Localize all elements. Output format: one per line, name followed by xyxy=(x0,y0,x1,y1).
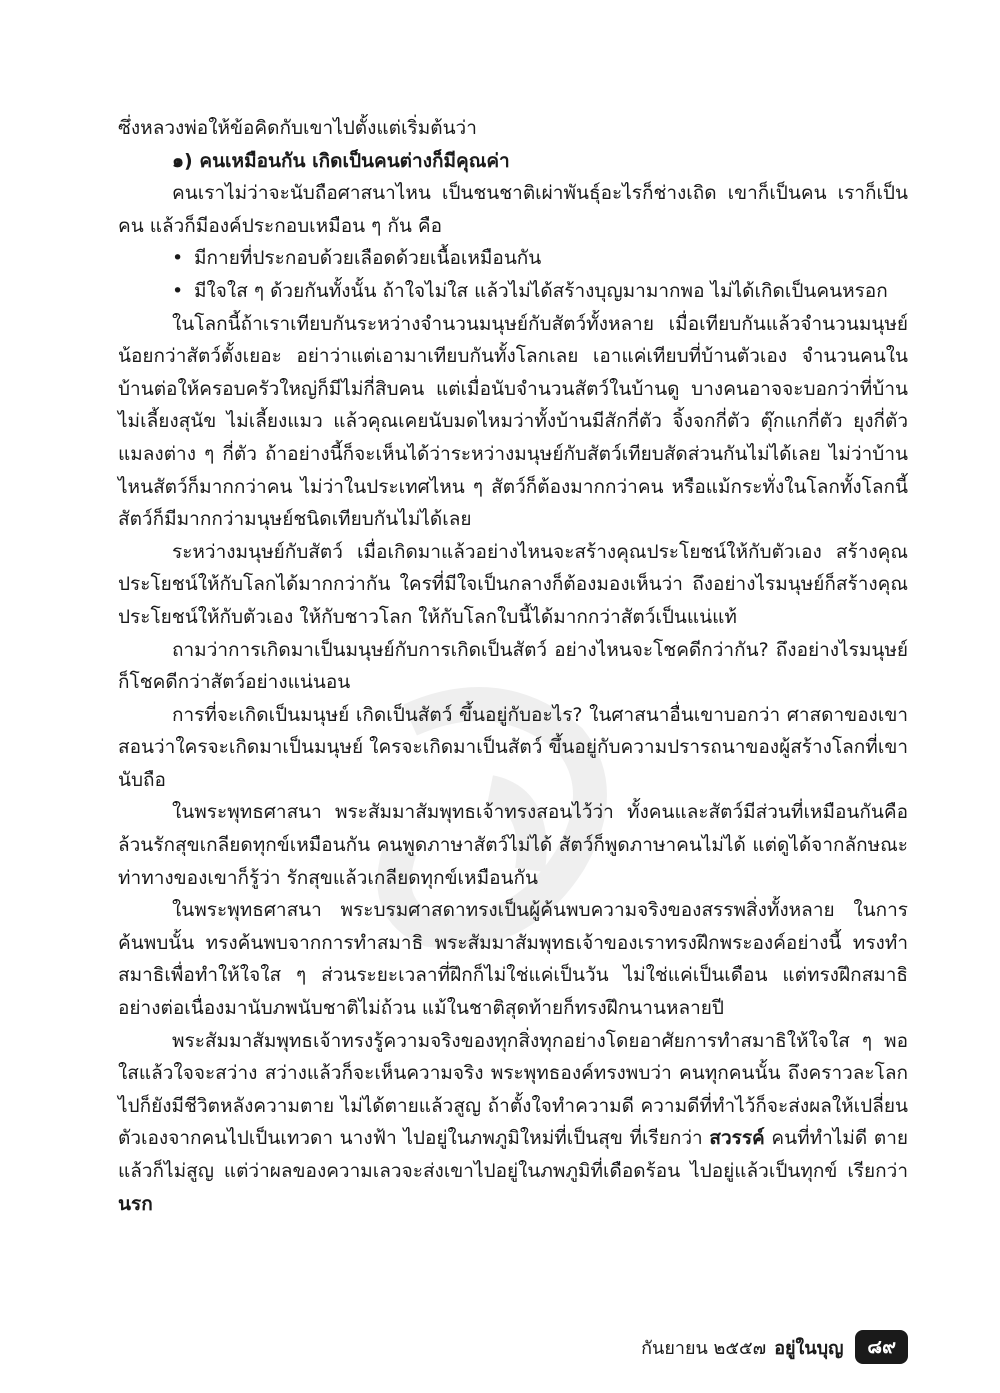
paragraph: ในพระพุทธศาสนา พระสัมมาสัมพุทธเจ้าทรงสอนไว้ว่า ทั้งคนและสัตว์มีส่วนที่เหมือนกันคือล้วนรักสุขเกลียดทุกข์เหมือนกัน คนพูดภาษาสัตว์ไม่ได้ สัตว์ก็พูดภาษาคนไม่ได้ แต่ดูได้จากลักษณะท่าทางของเขาก็รู้ว่า รักสุขแล้วเกลียดทุกข์เหมือนกัน xyxy=(118,801,908,889)
paragraph: คนเราไม่ว่าจะนับถือศาสนาไหน เป็นชนชาติเผ่าพันธุ์อะไรก็ช่างเถิด เขาก็เป็นคน เราก็เป็นคน แล้วก็มีองค์ประกอบเหมือน ๆ กัน คือ xyxy=(118,182,908,237)
paragraph: การที่จะเกิดเป็นมนุษย์ เกิดเป็นสัตว์ ขึ้นอยู่กับอะไร? ในศาสนาอื่นเขาบอกว่า ศาสดาของเขาสอนว่าใครจะเกิดมาเป็นมนุษย์ ใครจะเกิดมาเป็นสัตว์ ขึ้นอยู่กับความปรารถนาของผู้สร้างโลกที่เขานับถือ xyxy=(118,703,908,791)
paragraph: ระหว่างมนุษย์กับสัตว์ เมื่อเกิดมาแล้วอย่างไหนจะสร้างคุณประโยชน์ให้กับตัวเอง สร้างคุณประโยชน์ให้กับโลกได้มากกว่ากัน ใครที่มีใจเป็นกลางก็ต้องมองเห็นว่า ถึงอย่างไรมนุษย์ก็สร้างคุณประโยชน์ให้กับตัวเอง ให้กับชาวโลก ให้กับโลกใบนี้ได้มากกว่าสัตว์เป็นแน่แท้ xyxy=(118,540,908,628)
page-number: ๘๙ xyxy=(855,1330,908,1364)
bullet-text: มีใจใส ๆ ด้วยกันทั้งนั้น ถ้าใจไม่ใส แล้วไม่ได้สร้างบุญมามากพอ ไม่ได้เกิดเป็นคนหรอก xyxy=(194,279,888,302)
bullet-text: มีกายที่ประกอบด้วยเลือดด้วยเนื้อเหมือนกัน xyxy=(194,247,542,270)
page-footer xyxy=(641,1330,908,1364)
paragraph: ถามว่าการเกิดมาเป็นมนุษย์กับการเกิดเป็นสัตว์ อย่างไหนจะโชคดีกว่ากัน? ถึงอย่างไรมนุษย์ก็โชคดีกว่าสัตว์อย่างแน่นอน xyxy=(118,638,908,694)
section-heading: ๑) คนเหมือนกัน เกิดเป็นคนต่างก็มีคุณค่า xyxy=(172,149,510,172)
term-heaven: สวรรค์ xyxy=(709,1127,765,1150)
bullet-item xyxy=(118,242,908,275)
bullet-icon: • xyxy=(172,247,184,270)
bullet-icon: • xyxy=(172,279,184,302)
issue-date: กันยายน ๒๕๕๗ xyxy=(641,1337,767,1359)
term-hell: นรก xyxy=(118,1192,153,1215)
article-body xyxy=(118,112,908,1220)
paragraph: ในโลกนี้ถ้าเราเทียบกันระหว่างจำนวนมนุษย์กับสัตว์ทั้งหลาย เมื่อเทียบกันแล้วจำนวนมนุษย์น้อยกว่าสัตว์ตั้งเยอะ อย่าว่าแต่เอามาเทียบกันทั้งโลกเลย เอาแค่เทียบที่บ้านตัวเอง จำนวนคนในบ้านต่อให้ครอบครัวใหญ่ก็มีไม่กี่สิบคน แต่เมื่อนับจำนวนสัตว์ในบ้านดู บางคนอาจจะบอกว่าที่บ้านไม่เลี้ยงสุนัข ไม่เลี้ยงแมว แล้วคุณเคยนับมดไหมว่าทั้งบ้านมีสักกี่ตัว จิ้งจกกี่ตัว ตุ๊กแกกี่ตัว ยุงกี่ตัว แมลงต่าง ๆ กี่ตัว ถ้าอย่างนี้ก็จะเห็นได้ว่าระหว่างมนุษย์กับสัตว์เทียบสัดส่วนกันไม่ได้เลย ไม่ว่าบ้านไหนสัตว์ก็มากกว่าคน ไม่ว่าในประเทศไหน ๆ สัตว์ก็ต้องมากกว่าคน หรือแม้กระทั่งในโลกทั้งโลกนี้ สัตว์ก็มีมากกว่ามนุษย์ชนิดเทียบกันไม่ได้เลย xyxy=(118,312,908,531)
paragraph: ในพระพุทธศาสนา พระบรมศาสดาทรงเป็นผู้ค้นพบความจริงของสรรพสิ่งทั้งหลาย ในการค้นพบนั้น ทรงค้นพบจากการทำสมาธิ พระสัมมาสัมพุทธเจ้าของเราทรงฝึกพระองค์อย่างนี้ ทรงทำสมาธิเพื่อทำให้ใจใส ๆ ส่วนระยะเวลาที่ฝึกก็ไม่ใช่แค่เป็นวัน ไม่ใช่แค่เป็นเดือน แต่ทรงฝึกสมาธิอย่างต่อเนื่องมานับภพนับชาติไม่ถ้วน แม้ในชาติสุดท้ายก็ทรงฝึกนานหลายปี xyxy=(118,899,908,1020)
bullet-item xyxy=(118,275,908,308)
paragraph-text: พระสัมมาสัมพุทธเจ้าทรงรู้ความจริงของทุกสิ่งทุกอย่างโดยอาศัยการทำสมาธิให้ใจใส ๆ พอใสแล้วใจจะสว่าง สว่างแล้วก็จะเห็นความจริง พระพุทธองค์ทรงพบว่า คนทุกคนนั้น ถึงคราวละโลกไปก็ยังมีชีวิตหลังความตาย ไม่ได้ตายแล้วสูญ ถ้าตั้งใจทำความดี ความดีที่ทำไว้ก็จะส่งผลให้เปลี่ยนตัวเองจากคนไปเป็นเทวดา นางฟ้า ไปอยู่ในภพภูมิใหม่ที่เป็นสุข ที่เรียกว่า xyxy=(118,1029,908,1150)
magazine-name: อยู่ในบุญ xyxy=(774,1337,844,1359)
paragraph-last xyxy=(118,1025,908,1221)
paragraph-intro: ซึ่งหลวงพ่อให้ข้อคิดกับเขาไปตั้งแต่เริ่มต้นว่า xyxy=(118,117,477,139)
paragraph-text: คนที่ทำไม่ดี ตายแล้วก็ไม่สูญ แต่ว่าผลของความเลวจะส่งเขาไปอยู่ในภพภูมิที่เดือดร้อน ไปอยู่แล้วเป็นทุกข์ เรียกว่า xyxy=(118,1127,908,1182)
